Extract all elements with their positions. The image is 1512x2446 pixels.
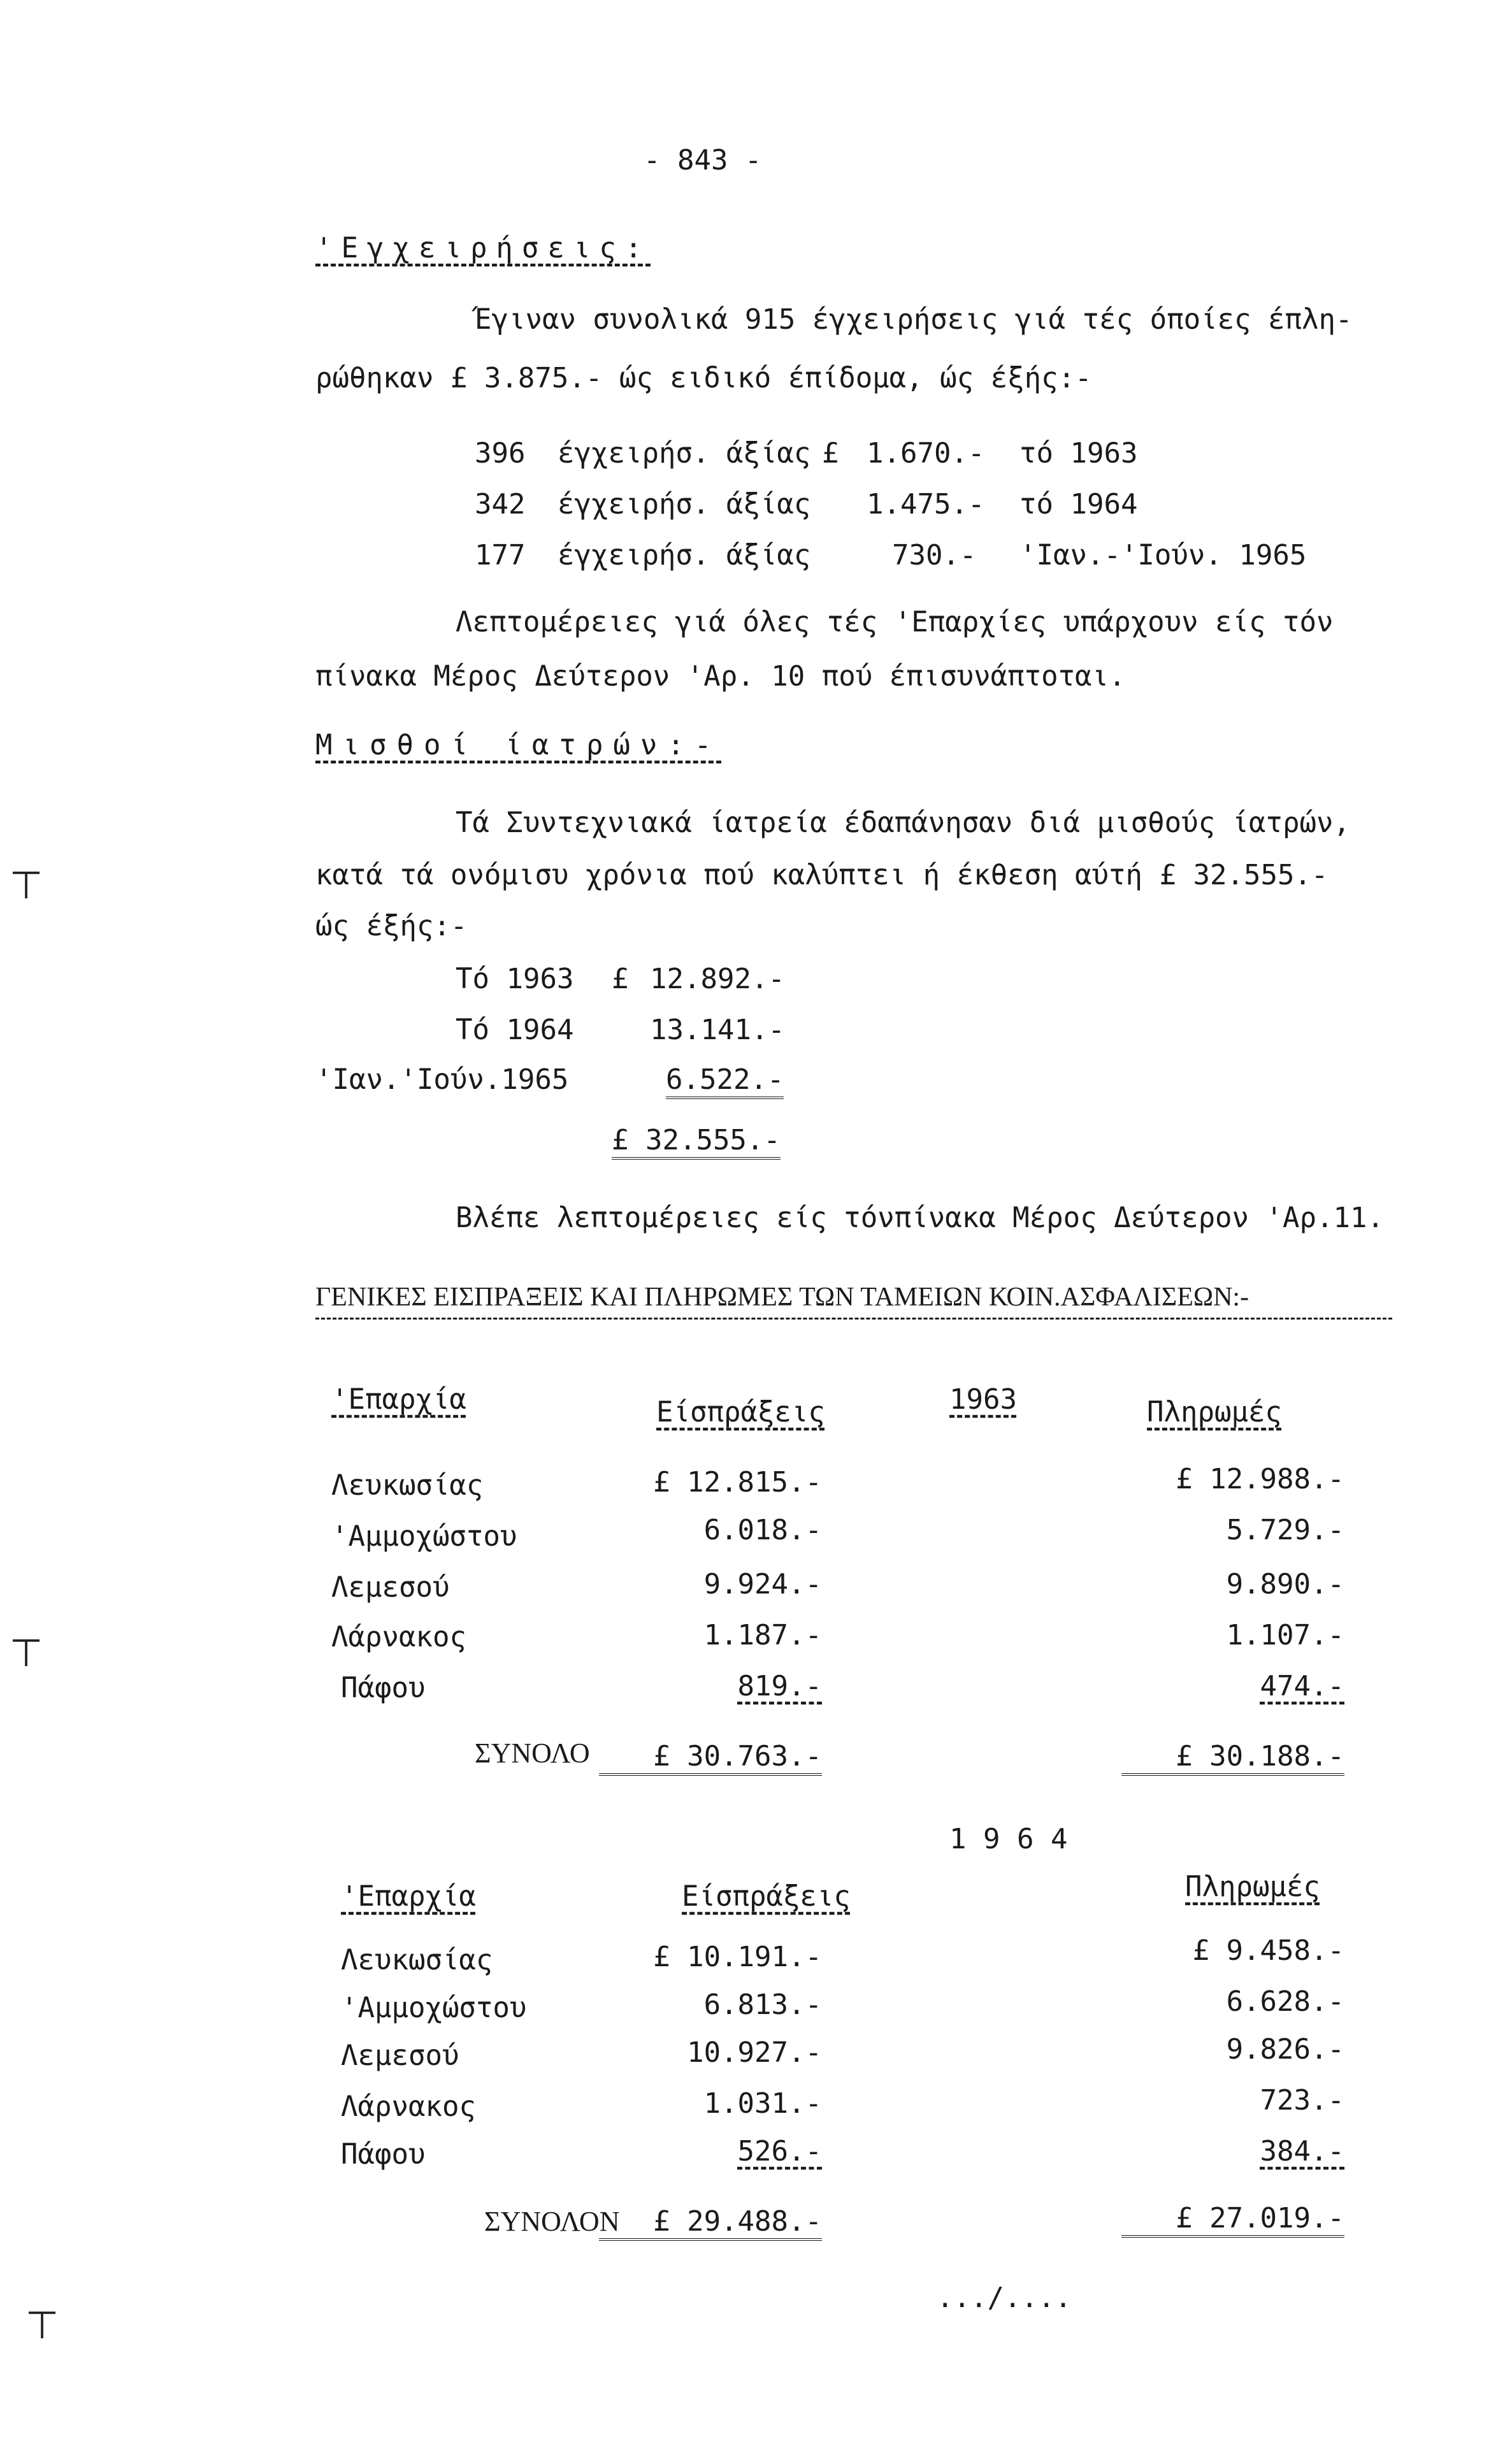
table-row-province: Λεμεσού	[331, 1571, 450, 1604]
salaries-paragraph-line2: κατά τά ονόμισυ χρόνια πού καλύπτει ή έκθεση αύτή £ 32.555.-	[315, 859, 1328, 891]
table-row-receipts: £ 10.191.-	[653, 1941, 822, 1973]
table-row-payments: 474.-	[1260, 1670, 1344, 1702]
salaries-row-amount: 13.141.-	[650, 1014, 785, 1046]
table-total-receipts: £ 29.488.-	[599, 2208, 822, 2241]
table-row-receipts: 6.813.-	[703, 1989, 822, 2021]
salaries-row-amount: 6.522.-	[666, 1066, 784, 1099]
operations-row-label: έγχειρήσ. άξίας	[558, 437, 811, 470]
table-row-payments: 723.-	[1260, 2084, 1344, 2117]
punch-mark-icon: ⊤	[10, 863, 43, 908]
operations-row-period: 'Ιαν.-'Ιούν. 1965	[1019, 539, 1307, 572]
table-row-receipts: 819.-	[737, 1670, 822, 1702]
operations-paragraph-line2: ρώθηκαν £ 3.875.- ώς ειδικό έπίδομα, ώς έξής:-	[315, 362, 1092, 394]
salaries-total: £ 32.555.-	[612, 1126, 781, 1160]
table-row-receipts: £ 12.815.-	[653, 1466, 822, 1499]
table-row-receipts: 6.018.-	[703, 1514, 822, 1546]
table-row-payments: 1.107.-	[1226, 1619, 1344, 1651]
table-total-payments: £ 30.188.-	[1121, 1743, 1344, 1776]
table-row-payments: 9.826.-	[1226, 2033, 1344, 2066]
table-row-receipts: 526.-	[737, 2135, 822, 2168]
table-row-receipts: 9.924.-	[703, 1568, 822, 1601]
table-row-province: 'Αμμοχώστου	[341, 1992, 527, 2024]
operations-row-amount: 1.670.-	[867, 437, 985, 470]
heading-rule	[315, 1318, 1392, 1320]
table-total-payments: £ 27.019.-	[1121, 2205, 1344, 2238]
col-header-receipts: Είσπράξεις	[682, 1880, 851, 1913]
table-year-1963: 1963	[949, 1383, 1017, 1416]
operations-row-label: έγχειρήσ. άξίας	[558, 539, 811, 572]
col-header-province: 'Επαρχία	[341, 1880, 476, 1913]
table-row-province: 'Αμμοχώστου	[331, 1520, 517, 1553]
table-row-province: Λάρνακος	[331, 1621, 466, 1653]
table-row-province: Λευκωσίας	[331, 1469, 484, 1502]
salaries-paragraph-line3: ώς έξής:-	[315, 910, 468, 942]
operations-row-currency: £	[822, 437, 839, 470]
table-row-province: Πάφου	[341, 2138, 426, 2171]
table-total-receipts: £ 30.763.-	[599, 1743, 822, 1776]
table-row-receipts: 1.031.-	[703, 2087, 822, 2120]
operations-note-line2: πίνακα Μέρος Δεύτερον 'Αρ. 10 πού έπισυνάπτοται.	[315, 660, 1126, 693]
col-header-payments: Πληρωμές	[1147, 1396, 1282, 1428]
punch-mark-icon: ⊤	[25, 2303, 59, 2348]
salaries-note: Βλέπε λεπτομέρειες είς τόνπίνακα Μέρος Δεύτερον 'Αρ.11.	[456, 1202, 1384, 1234]
col-header-payments: Πληρωμές	[1185, 1871, 1320, 1903]
table-row-province: Λάρνακος	[341, 2090, 476, 2123]
operations-paragraph-line1: Έγιναν συνολικά 915 έγχειρήσεις γιά τές όποίες έπλη-	[475, 303, 1353, 336]
operations-row-amount: 730.-	[892, 539, 977, 572]
section-heading-salaries: Μισθοί ίατρών:-	[315, 729, 722, 761]
punch-mark-icon: ⊤	[10, 1631, 43, 1676]
page-number: - 843 -	[644, 144, 762, 176]
table-row-payments: 9.890.-	[1226, 1568, 1344, 1601]
salaries-row-label: Τό 1964	[456, 1014, 574, 1046]
operations-row-period: τό 1964	[1019, 488, 1138, 521]
table-total-label: ΣΥΝΟΛΟΝ	[484, 2206, 620, 2237]
table-row-province: Πάφου	[341, 1672, 426, 1704]
salaries-paragraph-line1: Τά Συντεχνιακά ίατρεία έδαπάνησαν διά μισθούς ίατρών,	[456, 807, 1350, 839]
operations-row-period: τό 1963	[1019, 437, 1138, 470]
operations-note-line1: Λεπτομέρειες γιά όλες τές 'Επαρχίες υπάρχουν είς τόν	[456, 606, 1334, 638]
table-row-receipts: 10.927.-	[687, 2036, 822, 2069]
salaries-row-label: Τό 1963	[456, 963, 574, 995]
operations-row-count: 342	[475, 488, 526, 521]
table-row-province: Λεμεσού	[341, 2040, 459, 2072]
salaries-row-amount: 12.892.-	[650, 963, 785, 995]
salaries-row-label: 'Ιαν.'Ιούν.1965	[315, 1063, 569, 1096]
table-row-payments: 6.628.-	[1226, 1985, 1344, 2018]
table-row-payments: £ 9.458.-	[1192, 1934, 1344, 1967]
col-header-receipts: Είσπράξεις	[656, 1396, 825, 1428]
table-row-receipts: 1.187.-	[703, 1619, 822, 1651]
table-total-label: ΣΥΝΟΛΟ	[475, 1737, 590, 1769]
table-row-payments: 5.729.-	[1226, 1514, 1344, 1546]
table-row-payments: £ 12.988.-	[1176, 1463, 1344, 1495]
operations-row-label: έγχειρήσ. άξίας	[558, 488, 811, 521]
table-row-province: Λευκωσίας	[341, 1944, 493, 1976]
operations-row-amount: 1.475.-	[867, 488, 985, 521]
col-header-province: 'Επαρχία	[331, 1383, 466, 1416]
salaries-row-currency: £	[612, 963, 629, 995]
section-heading-receipts-payments: ΓΕΝΙΚΕΣ ΕΙΣΠΡΑΞΕΙΣ ΚΑΙ ΠΛΗΡΩΜΕΣ ΤΩΝ ΤΑΜΕΙΩΝ ΚΟΙΝ.ΑΣΦΑΛΙΣΕΩΝ:-	[315, 1283, 1249, 1312]
operations-row-count: 177	[475, 539, 526, 572]
section-heading-operations: 'Εγχειρήσεις:	[315, 232, 651, 264]
table-row-payments: 384.-	[1260, 2135, 1344, 2168]
continuation-marker: .../....	[937, 2282, 1072, 2314]
operations-row-count: 396	[475, 437, 526, 470]
table-year-1964: 1 9 6 4	[949, 1823, 1068, 1855]
